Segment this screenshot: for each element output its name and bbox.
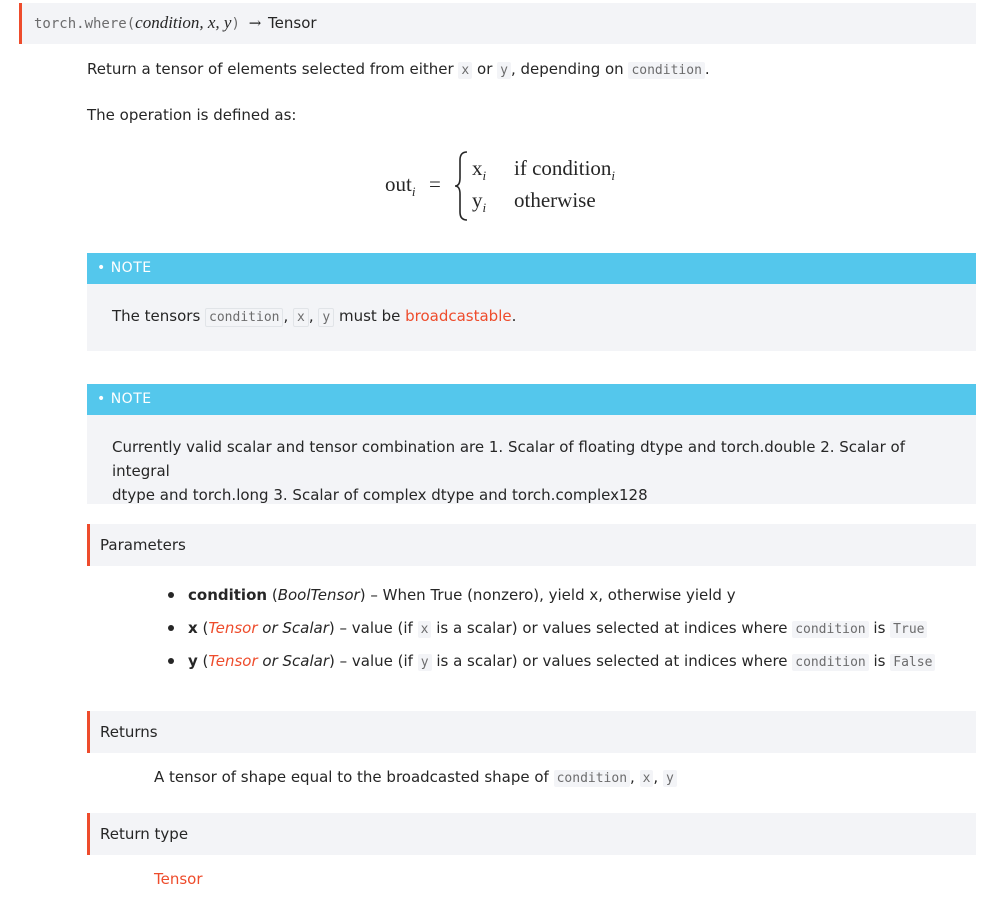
math-case2-condition: otherwise bbox=[514, 188, 596, 212]
math-case1-condition: if condition$_i$ bbox=[514, 156, 616, 184]
math-equals: = bbox=[429, 172, 441, 196]
tensor-link[interactable]: Tensor bbox=[208, 619, 258, 637]
description: Return a tensor of elements selected from either x or y , depending on condition . bbox=[87, 60, 710, 78]
math-lhs: out$_i$ bbox=[385, 172, 416, 200]
return-type-link[interactable]: Tensor bbox=[154, 870, 203, 888]
bullet-icon bbox=[168, 592, 174, 598]
code-condition: condition bbox=[628, 62, 704, 79]
definition-intro: The operation is defined as: bbox=[87, 106, 297, 124]
param-x: x (Tensor or Scalar) – value (if x is a scalar) or values selected at indices where condition is True bbox=[188, 613, 935, 646]
function-signature bbox=[19, 3, 976, 44]
broadcastable-link[interactable]: broadcastable bbox=[405, 307, 512, 325]
param-condition: condition (BoolTensor) – When True (nonzero), yield x, otherwise yield y bbox=[188, 580, 935, 613]
param-y: y (Tensor or Scalar) – value (if y is a scalar) or values selected at indices where condition is False bbox=[188, 646, 935, 679]
note-heading: • NOTE bbox=[87, 384, 976, 415]
function-name: torch.where( bbox=[34, 16, 136, 32]
note-body: Currently valid scalar and tensor combination are 1. Scalar of floating dtype and torch.double 2. Scalar of integral dtype and torch.long 3. Scalar of complex dtype and torch.complex128 bbox=[112, 438, 905, 504]
returns-heading: Returns bbox=[87, 711, 976, 753]
math-case1-value: $x_i$ bbox=[472, 156, 487, 184]
code-y: y bbox=[318, 308, 334, 327]
note-scalar-combination bbox=[87, 384, 976, 504]
tensor-link[interactable]: Tensor bbox=[208, 652, 258, 670]
function-close-paren: ) bbox=[231, 16, 240, 32]
note-broadcast bbox=[87, 253, 976, 351]
bullet-icon bbox=[168, 658, 174, 664]
return-type-heading: Return type bbox=[87, 813, 976, 855]
code-x: x bbox=[293, 308, 309, 327]
bullet-icon bbox=[168, 625, 174, 631]
code-y: y bbox=[497, 62, 511, 79]
parameters-heading: Parameters bbox=[87, 524, 976, 566]
math-case2-value: $y_i$ bbox=[472, 188, 487, 216]
math-brace bbox=[453, 150, 469, 222]
note-body: The tensors condition , x , y must be broadcastable. bbox=[112, 307, 517, 325]
signature-return-type: Tensor bbox=[268, 14, 317, 32]
function-args: condition, x, y bbox=[135, 13, 232, 32]
code-x: x bbox=[458, 62, 472, 79]
return-arrow: → bbox=[248, 14, 262, 32]
code-condition: condition bbox=[205, 308, 283, 327]
returns-description: A tensor of shape equal to the broadcasted shape of condition , x , y bbox=[154, 768, 677, 786]
note-heading: • NOTE bbox=[87, 253, 976, 284]
math-equation bbox=[385, 150, 645, 220]
parameters-list bbox=[150, 580, 935, 679]
